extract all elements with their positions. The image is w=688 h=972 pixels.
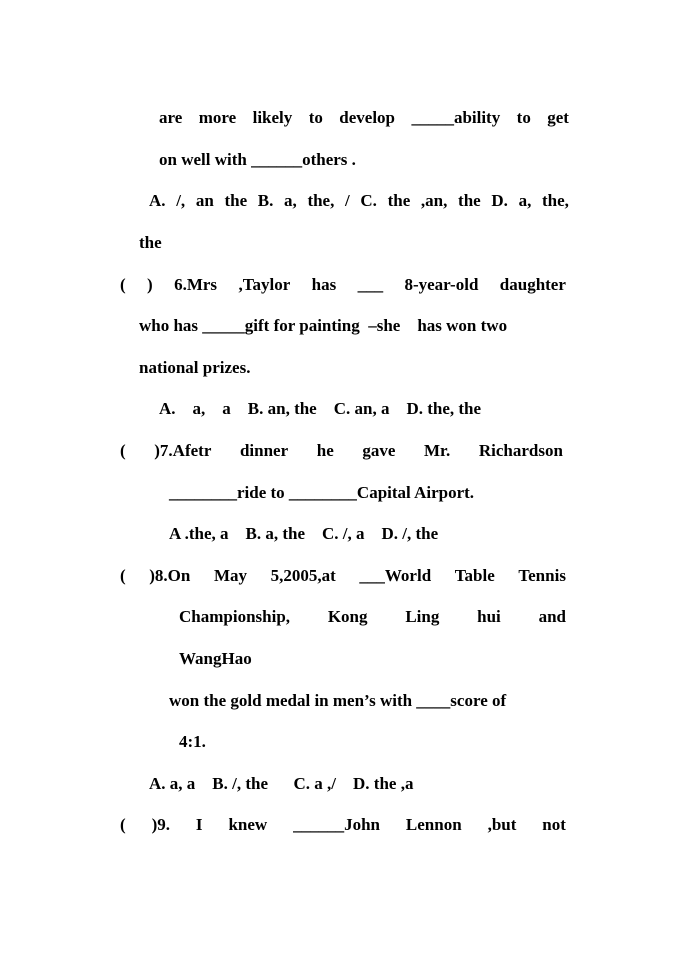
text-line-7: national prizes.: [139, 358, 251, 377]
answer-paren-open: (: [120, 441, 126, 460]
text-line-4: the: [139, 233, 162, 252]
word: 6.Mrs: [174, 275, 218, 294]
word: and: [538, 607, 566, 626]
word: D.: [491, 191, 508, 210]
word: get: [547, 108, 569, 127]
word: the: [224, 191, 248, 210]
word: I: [195, 815, 203, 834]
question-7: [120, 441, 563, 461]
word: ,but: [487, 815, 517, 834]
word: C.: [360, 191, 377, 210]
question-6: [120, 275, 566, 295]
options-line-5: [149, 191, 569, 211]
word: Championship,: [179, 607, 291, 626]
word: Table: [454, 566, 495, 585]
text-line-1: [159, 108, 569, 128]
text-line-13: [179, 607, 566, 627]
word: he: [316, 441, 334, 460]
options-line-7: A .the, a B. a, the C. /, a D. /, the: [169, 524, 439, 543]
text-line-15: won the gold medal in men’s with ____score of: [169, 691, 507, 710]
word: to: [308, 108, 323, 127]
options-line-8: A. a, a B. /, the C. a ,/ D. the ,a: [149, 774, 414, 793]
word: gave: [362, 441, 396, 460]
word: knew: [228, 815, 268, 834]
word: likely: [252, 108, 293, 127]
word: ______John: [293, 815, 380, 834]
question-number: )7.Afetr: [154, 441, 212, 460]
word: _____ability: [411, 108, 501, 127]
text-line-10: ________ride to ________Capital Airport.: [169, 483, 475, 502]
text-line-6: who has _____gift for painting –she has won two: [139, 316, 508, 335]
word: dinner: [239, 441, 289, 460]
text-line-14: WangHao: [179, 649, 252, 668]
answer-paren-open: (: [120, 566, 126, 585]
word: daughter: [499, 275, 566, 294]
options-line-6: A. a, a B. an, the C. an, a D. the, the: [159, 399, 482, 418]
word: Kong: [327, 607, 368, 626]
word: Lennon: [405, 815, 462, 834]
question-number: )8.On: [149, 566, 191, 585]
word: has: [311, 275, 337, 294]
question-number: )9.: [151, 815, 170, 834]
word: Richardson: [478, 441, 563, 460]
word: more: [198, 108, 237, 127]
word: develop: [339, 108, 396, 127]
question-8: [120, 566, 566, 586]
word: May: [213, 566, 247, 585]
word: Mr.: [423, 441, 451, 460]
word: 5,2005,at: [270, 566, 336, 585]
word: Tennis: [518, 566, 566, 585]
word: ,an,: [420, 191, 448, 210]
word: the,: [307, 191, 335, 210]
word: the: [458, 191, 481, 210]
word: 8-year-old: [404, 275, 479, 294]
answer-paren-open: (: [120, 815, 126, 834]
word: to: [516, 108, 531, 127]
word: hui: [477, 607, 501, 626]
word: /: [345, 191, 350, 210]
answer-paren-open: (: [120, 275, 126, 294]
question-9: [120, 815, 566, 835]
word: a,: [518, 191, 532, 210]
word: the: [387, 191, 411, 210]
word: ___: [357, 275, 384, 294]
word: are: [159, 108, 183, 127]
word: not: [542, 815, 566, 834]
word: B.: [257, 191, 274, 210]
word: Ling: [405, 607, 440, 626]
word: ,Taylor: [238, 275, 291, 294]
word: ___World: [359, 566, 432, 585]
text-line-16: 4:1.: [179, 732, 206, 751]
word: an: [195, 191, 214, 210]
text-line-2: on well with ______others .: [159, 150, 356, 169]
word: A.: [149, 191, 166, 210]
question-number: ): [147, 275, 153, 294]
word: the,: [541, 191, 569, 210]
word: /,: [176, 191, 186, 210]
word: a,: [284, 191, 297, 210]
